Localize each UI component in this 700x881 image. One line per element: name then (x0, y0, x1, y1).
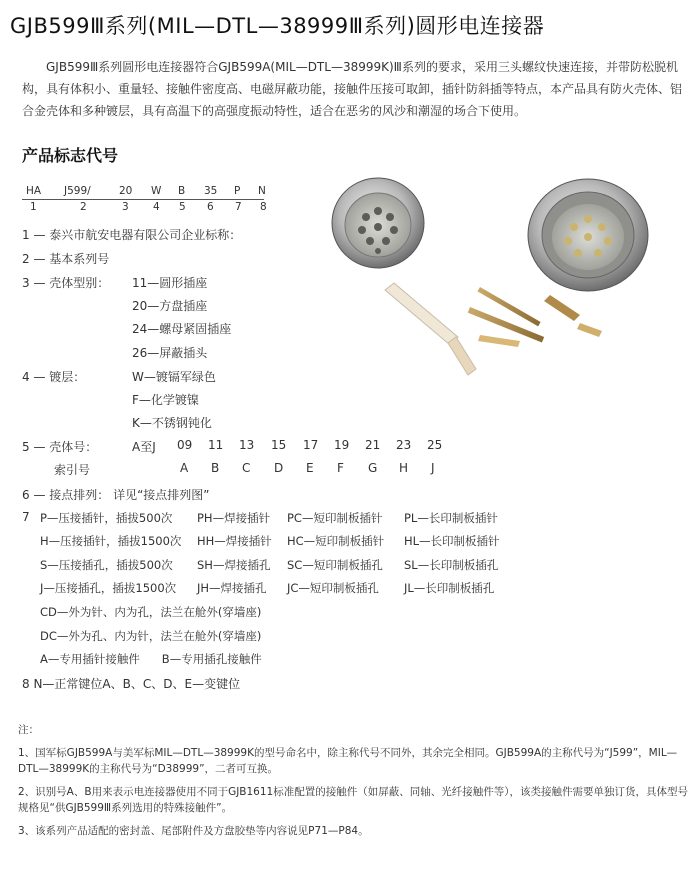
plating-item: F—化学镀镍 (132, 393, 199, 407)
index-letter: G (368, 461, 378, 475)
code-part: N (258, 185, 266, 197)
shell-size: 21 (365, 438, 381, 452)
contact-type-cell: PL—长印制板插针 (404, 511, 498, 525)
contact-type-cell: HH—焊接插针 (197, 534, 272, 548)
code-part: 20 (119, 185, 133, 197)
code-index: 6 (207, 201, 214, 213)
contact-type-cell: H—压接插针，插拔1500次 (40, 534, 182, 548)
code-part: J599/ (64, 185, 91, 197)
index-letter: H (399, 461, 409, 475)
code-index: 1 (30, 201, 37, 213)
intro-paragraph: GJB599Ⅲ系列圆形电连接器符合GJB599A(MIL—DTL—38999K)Ⅲ系列的要求，采用三头螺纹快速连接，并带防松脱机构，具有体积小、重量轻、接触件密度高、电磁屏蔽功能，接触件压接可取卸，插针防斜插等特点，本产品具有防火壳体、铝合金壳体和多种镀层，具有高温下的高强度振动特性，适合在恶劣的风沙和潮湿的场合下使用。 (22, 60, 683, 118)
index-label: 索引号 (54, 463, 91, 477)
legend-line-3-label: 3 — 壳体型别： (22, 276, 110, 290)
notes-heading: 注： (18, 724, 39, 736)
index-letter: F (337, 461, 344, 475)
legend-line-6: 6 — 接点排列： 详见“接点排列图” (22, 488, 210, 502)
shell-size: 17 (303, 438, 319, 452)
shell-size: 25 (427, 438, 443, 452)
shell-type-item: 20—方盘插座 (132, 299, 208, 313)
contact-type-cell: PH—焊接插针 (197, 511, 271, 525)
index-letter: C (242, 461, 251, 475)
index-letter: E (306, 461, 314, 475)
section-heading: 产品标志代号 (22, 146, 119, 165)
code-index: 3 (122, 201, 129, 213)
code-underline (22, 199, 264, 200)
code-part: 35 (204, 185, 218, 197)
connector-left (332, 178, 424, 268)
index-letter: B (211, 461, 220, 475)
connector-right (528, 179, 648, 291)
code-part: HA (26, 185, 42, 197)
notes-block (18, 722, 690, 846)
code-part: W (151, 185, 162, 197)
contact-type-cell: SL—长印制板插孔 (404, 558, 499, 572)
contact-type-cell: J—压接插孔，插拔1500次 (40, 581, 177, 595)
contact-extra-line: CD—外为针、内为孔，法兰在舱外(穿墙座) (40, 605, 262, 619)
note-item: 3、该系列产品适配的密封盖、尾部附件及方盘胶垫等内容说见P71—P84。 (18, 825, 369, 837)
code-part: P (234, 185, 241, 197)
shell-size: 23 (396, 438, 412, 452)
contact-type-cell: JH—焊接插孔 (197, 581, 267, 595)
contact-type-cell: SH—焊接插孔 (197, 558, 271, 572)
index-letter: J (431, 461, 435, 475)
contact-pins (468, 287, 602, 347)
contact-extra-line: A—专用插针接触件 B—专用插孔接触件 (40, 652, 262, 666)
contact-extra-line: DC—外为孔、内为针，法兰在舱外(穿墙座) (40, 629, 262, 643)
contact-type-cell: HL—长印制板插针 (404, 534, 500, 548)
connector-photo (330, 175, 650, 390)
contact-type-cell: HC—短印制板插针 (287, 534, 385, 548)
code-index: 2 (80, 201, 87, 213)
contact-type-cell: SC—短印制板插孔 (287, 558, 383, 572)
code-index: 5 (179, 201, 186, 213)
shell-size: 13 (239, 438, 255, 452)
index-letter: D (274, 461, 284, 475)
code-index: 8 (260, 201, 267, 213)
insertion-tool (385, 283, 476, 375)
code-index: 4 (153, 201, 160, 213)
shell-size: 09 (177, 438, 193, 452)
shell-type-item: 26—屏蔽插头 (132, 346, 208, 360)
shell-size: 19 (334, 438, 350, 452)
plating-item: K—不锈钢钝化 (132, 416, 212, 430)
legend-line-1: 1 — 泰兴市航安电器有限公司企业标称： (22, 228, 242, 242)
code-index: 7 (235, 201, 242, 213)
contact-type-cell: P—压接插针，插拔500次 (40, 511, 173, 525)
contact-type-cell: JC—短印制板插孔 (287, 581, 379, 595)
plating-item: W—镀镉军绿色 (132, 370, 216, 384)
legend-line-7-number: 7 (22, 510, 30, 524)
contact-type-cell: S—压接插孔，插拔500次 (40, 558, 173, 572)
note-item: 1、国军标GJB599A与美军标MIL—DTL—38999K的型号命名中，除主称代号不同外，其余完全相同。GJB599A的主称代号为“J599”，MIL—DTL—38999K的主称代号为“D38999”，二者可互换。 (18, 747, 678, 775)
contact-type-cell: PC—短印制板插针 (287, 511, 383, 525)
index-letter: A (180, 461, 189, 475)
shell-type-item: 11—圆形插座 (132, 276, 208, 290)
legend-line-5-label: 5 — 壳体号： (22, 440, 98, 454)
code-part: B (178, 185, 186, 197)
contact-type-cell: JL—长印制板插孔 (404, 581, 495, 595)
page-title: GJB599Ⅲ系列(MIL—DTL—38999Ⅲ系列)圆形电连接器 (10, 14, 545, 38)
shell-range: A至J (132, 440, 156, 454)
legend-line-2: 2 — 基本系列号 (22, 252, 110, 266)
shell-size: 11 (208, 438, 224, 452)
legend-line-8: 8 N—正常键位A、B、C、D、E—变键位 (22, 677, 241, 691)
legend-line-4-label: 4 — 镀层： (22, 370, 86, 384)
shell-type-item: 24—螺母紧固插座 (132, 322, 232, 336)
shell-size: 15 (271, 438, 287, 452)
note-item: 2、识别号A、B用来表示电连接器使用不同于GJB1611标准配置的接触件（如屏蔽、同轴、光纤接触件等），该类接触件需要单独订货，具体型号规格见“供GJB599Ⅲ系列选用的特殊接触件”。 (18, 786, 688, 814)
